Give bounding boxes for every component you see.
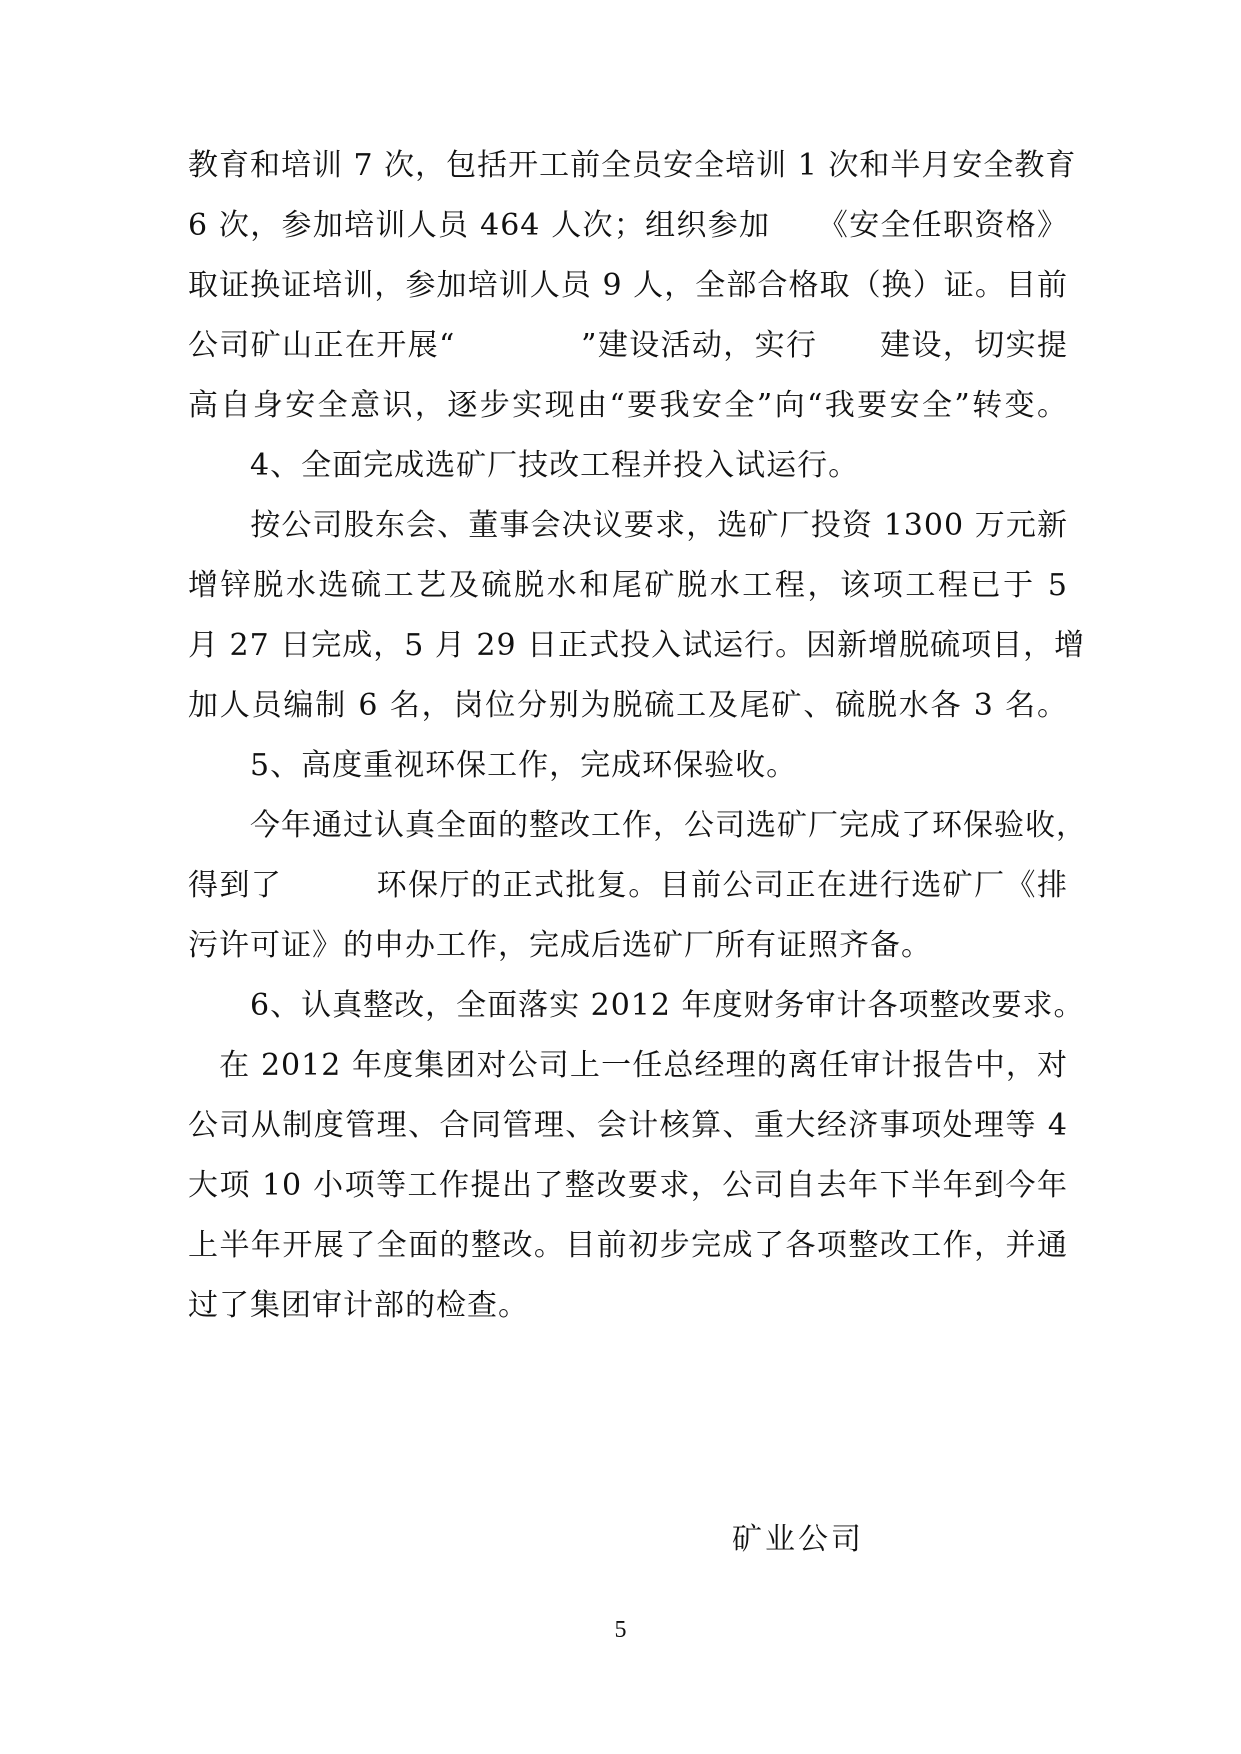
paragraph-line-14: 污许可证》的申办工作，完成后选矿厂所有证照齐备。 (188, 928, 932, 963)
paragraph-line-4: 公司矿山正在开展“ ”建设活动，实行 建设，切实提 (188, 328, 1068, 363)
paragraph-line-13: 得到了 环保厅的正式批复。目前公司正在进行选矿厂《排 (188, 868, 1068, 903)
section-heading-6: 6、认真整改，全面落实 2012 年度财务审计各项整改要求。 (188, 988, 1085, 1023)
section-heading-5: 5、高度重视环保工作，完成环保验收。 (188, 748, 798, 783)
paragraph-line-3: 取证换证培训，参加培训人员 9 人，全部合格取（换）证。目前 (188, 268, 1068, 303)
paragraph-line-16: 在 2012 年度集团对公司上一任总经理的离任审计报告中，对 (188, 1048, 1068, 1083)
paragraph-line-1: 教育和培训 7 次，包括开工前全员安全培训 1 次和半月安全教育 (188, 148, 1077, 183)
page-number: 5 (614, 1617, 627, 1643)
paragraph-line-20: 过了集团审计部的检查。 (188, 1288, 529, 1323)
paragraph-line-10: 加人员编制 6 名，岗位分别为脱硫工及尾矿、硫脱水各 3 名。 (188, 688, 1068, 723)
company-signature: 矿业公司 (732, 1522, 864, 1557)
paragraph-line-8: 增锌脱水选硫工艺及硫脱水和尾矿脱水工程，该项工程已于 5 (188, 568, 1068, 603)
paragraph-line-17: 公司从制度管理、合同管理、会计核算、重大经济事项处理等 4 (188, 1108, 1068, 1143)
paragraph-line-5: 高自身安全意识，逐步实现由“要我安全”向“我要安全”转变。 (188, 388, 1068, 423)
paragraph-line-9: 月 27 日完成，5 月 29 日正式投入试运行。因新增脱硫项目，增 (188, 628, 1086, 663)
paragraph-line-18: 大项 10 小项等工作提出了整改要求，公司自去年下半年到今年 (188, 1168, 1068, 1203)
paragraph-line-2: 6 次，参加培训人员 464 人次；组织参加 《安全任职资格》 (188, 208, 1068, 243)
section-heading-4: 4、全面完成选矿厂技改工程并投入试运行。 (188, 448, 860, 483)
paragraph-line-7: 按公司股东会、董事会决议要求，选矿厂投资 1300 万元新 (188, 508, 1068, 543)
paragraph-line-12: 今年通过认真全面的整改工作，公司选矿厂完成了环保验收， (188, 808, 1087, 843)
paragraph-line-19: 上半年开展了全面的整改。目前初步完成了各项整改工作，并通 (188, 1228, 1068, 1263)
